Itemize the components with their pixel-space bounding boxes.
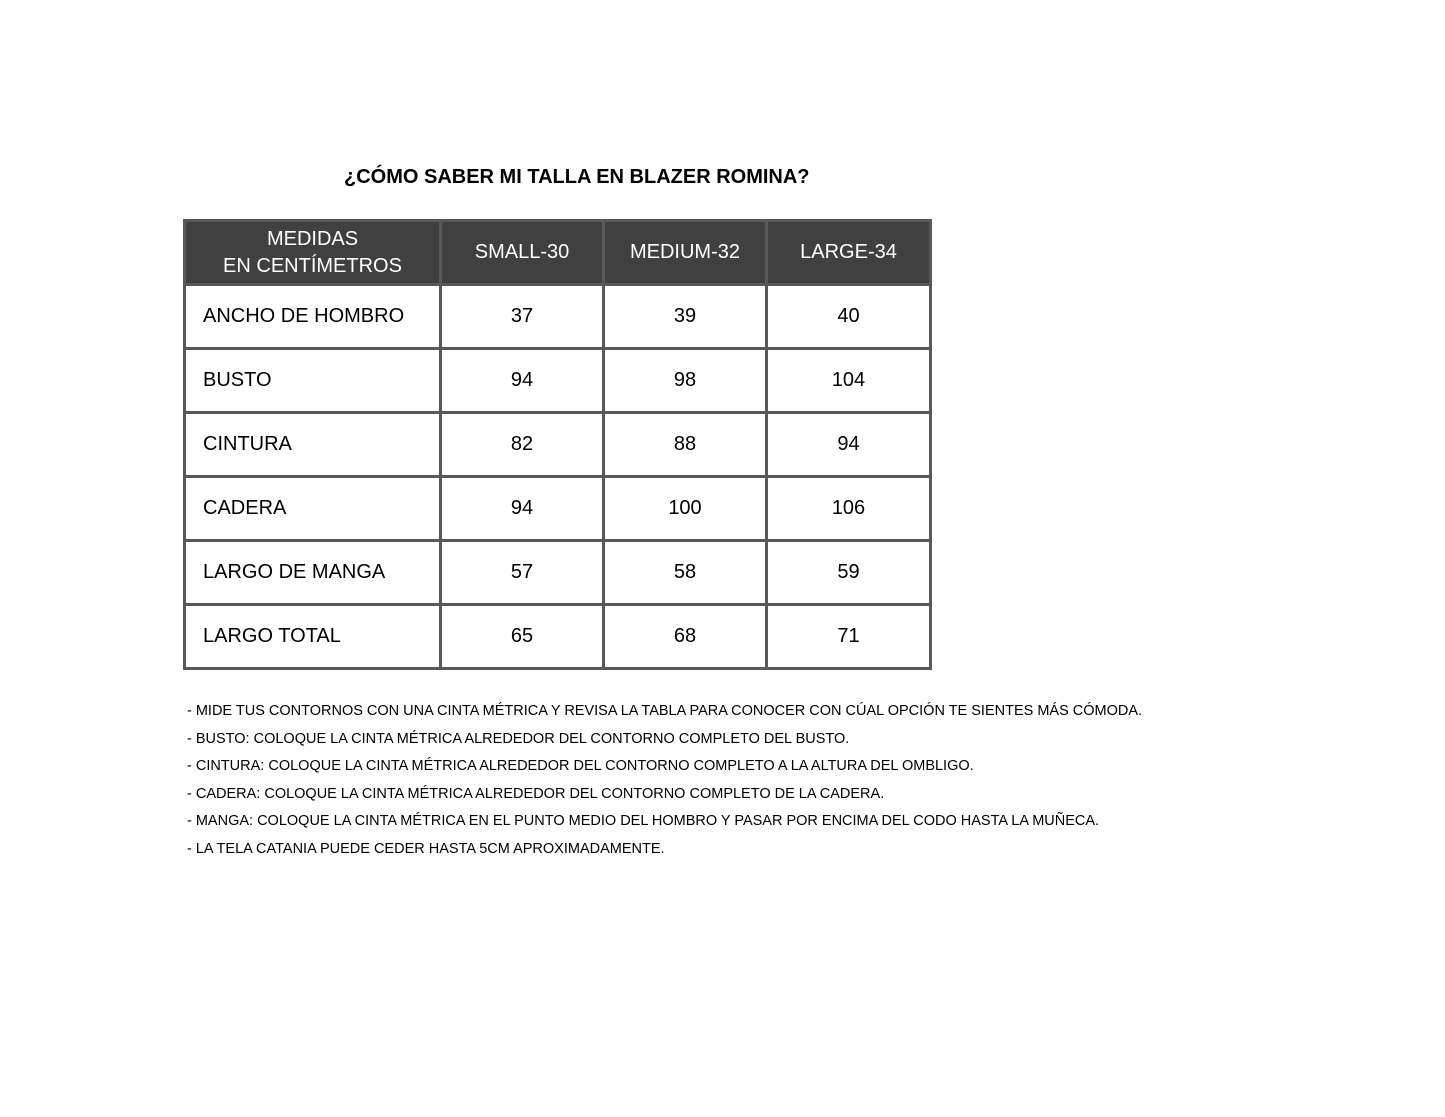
page-title: ¿CÓMO SABER MI TALLA EN BLAZER ROMINA? xyxy=(344,166,810,188)
table-row xyxy=(185,541,931,605)
header-size-large: LARGE-34 xyxy=(767,221,931,285)
cell-value: 82 xyxy=(441,413,604,477)
cell-value: 58 xyxy=(604,541,767,605)
header-measures xyxy=(185,221,441,285)
cell-value: 39 xyxy=(604,285,767,349)
table-header-row xyxy=(185,221,931,285)
cell-value: 40 xyxy=(767,285,931,349)
cell-value: 65 xyxy=(441,605,604,669)
cell-value: 106 xyxy=(767,477,931,541)
note-bust: - BUSTO: COLOQUE LA CINTA MÉTRICA ALREDEDOR DEL CONTORNO COMPLETO DEL BUSTO. xyxy=(187,730,850,747)
note-general: - MIDE TUS CONTORNOS CON UNA CINTA MÉTRICA Y REVISA LA TABLA PARA CONOCER CON CÚAL OPCIÓN TE SIENTES MÁS CÓMODA. xyxy=(187,703,1143,719)
row-label: LARGO TOTAL xyxy=(185,605,441,669)
table-row xyxy=(185,349,931,413)
cell-value: 57 xyxy=(441,541,604,605)
note-hip: - CADERA: COLOQUE LA CINTA MÉTRICA ALREDEDOR DEL CONTORNO COMPLETO DE LA CADERA. xyxy=(187,785,885,802)
table-row xyxy=(185,413,931,477)
row-label: ANCHO DE HOMBRO xyxy=(185,285,441,349)
cell-value: 104 xyxy=(767,349,931,413)
note-fabric: - LA TELA CATANIA PUEDE CEDER HASTA 5CM APROXIMADAMENTE. xyxy=(187,840,665,857)
cell-value: 98 xyxy=(604,349,767,413)
row-label: LARGO DE MANGA xyxy=(185,541,441,605)
note-sleeve: - MANGA: COLOQUE LA CINTA MÉTRICA EN EL PUNTO MEDIO DEL HOMBRO Y PASAR POR ENCIMA DEL CODO HASTA LA MUÑECA. xyxy=(187,813,1100,829)
table-row xyxy=(185,285,931,349)
cell-value: 59 xyxy=(767,541,931,605)
cell-value: 88 xyxy=(604,413,767,477)
size-chart-table xyxy=(183,219,932,670)
header-size-small: SMALL-30 xyxy=(441,221,604,285)
row-label: BUSTO xyxy=(185,349,441,413)
table-row xyxy=(185,477,931,541)
row-label: CINTURA xyxy=(185,413,441,477)
cell-value: 71 xyxy=(767,605,931,669)
header-measures-line2: EN CENTÍMETROS xyxy=(223,254,402,277)
header-measures-line1: MEDIDAS xyxy=(266,227,359,250)
row-label: CADERA xyxy=(185,477,441,541)
cell-value: 68 xyxy=(604,605,767,669)
cell-value: 94 xyxy=(441,349,604,413)
note-waist: - CINTURA: COLOQUE LA CINTA MÉTRICA ALREDEDOR DEL CONTORNO COMPLETO A LA ALTURA DEL OMBLIGO. xyxy=(187,758,974,774)
cell-value: 94 xyxy=(767,413,931,477)
header-size-medium: MEDIUM-32 xyxy=(604,221,767,285)
table-row xyxy=(185,605,931,669)
measurement-notes xyxy=(187,700,1142,865)
cell-value: 37 xyxy=(441,285,604,349)
cell-value: 94 xyxy=(441,477,604,541)
cell-value: 100 xyxy=(604,477,767,541)
